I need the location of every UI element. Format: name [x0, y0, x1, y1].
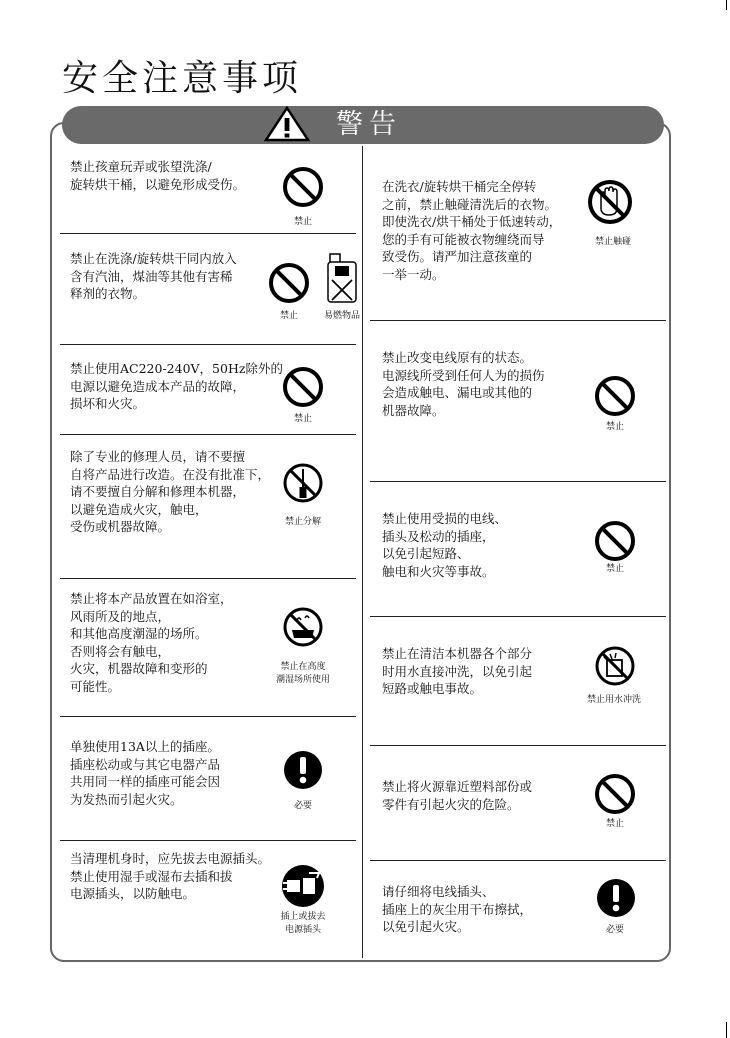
no-disassembly-icon [282, 462, 324, 504]
warning-text: 禁止使用AC220-240V，50Hz除外的 电源以避免造成本产品的故障， 损坏和火灾。 [70, 361, 283, 411]
crop-mark [726, 0, 727, 10]
icon-caption: 禁止用水冲洗 [586, 695, 641, 705]
row-divider [370, 860, 666, 861]
no-touch-icon [586, 178, 634, 226]
icon-caption: 禁止分解 [284, 517, 321, 527]
prohibited-icon [282, 366, 324, 408]
row-divider [370, 745, 666, 746]
page-title: 安全注意事项 [62, 58, 303, 99]
icon-caption: 禁止 [605, 422, 624, 432]
icon-caption: 禁止 [279, 311, 298, 321]
row-divider [370, 481, 666, 482]
icon-caption: 禁止 [605, 819, 624, 829]
row-divider [60, 716, 356, 717]
icon-caption: 禁止 [293, 217, 312, 227]
prohibited-icon [594, 520, 636, 562]
warning-text: 禁止将本产品放置在如浴室， 风雨所及的地点， 和其他高度潮湿的场所。 否则将会有触电， 火灾，机器故障和变形的 可能性。 [70, 591, 233, 694]
prohibited-icon [268, 262, 310, 304]
warning-text: 禁止将火源靠近塑料部份或 零件有引起火灾的危险。 [382, 779, 533, 812]
warning-text: 禁止使用受损的电线、 插头及松动的插座， 以免引起短路、 触电和火灾等事故。 [382, 511, 508, 579]
icon-caption: 必要 [605, 925, 624, 935]
row-divider [60, 233, 356, 234]
prohibited-icon [282, 166, 324, 208]
row-divider [60, 578, 356, 579]
warning-text: 禁止在清洁本机器各个部分 时用水直接冲洗，以免引起 短路或触电事故。 [382, 646, 533, 696]
icon-caption: 禁止在高度 潮湿场所使用 [275, 662, 330, 685]
icon-caption: 禁止 [293, 414, 312, 424]
mandatory-icon [596, 878, 636, 918]
row-divider [60, 840, 356, 841]
icon-caption: 插上或拔去 电源插头 [280, 912, 326, 935]
prohibited-icon [594, 773, 636, 815]
column-divider [362, 146, 363, 958]
icon-caption: 禁止触碰 [594, 237, 631, 247]
no-water-spray-icon [594, 645, 636, 687]
warning-text: 请仔细将电线插头、 插座上的灰尘用干布擦拭， 以免引起火灾。 [382, 884, 533, 934]
warning-text: 禁止孩童玩弄或张望洗涤/ 旋转烘干桶，以避免形成受伤。 [70, 159, 246, 192]
flammable-can-icon [322, 248, 362, 308]
row-divider [60, 344, 356, 345]
crop-mark [726, 1022, 727, 1038]
warning-text: 禁止在洗涤/旋转烘干同内放入 含有汽油，煤油等其他有害稀 释剂的衣物。 [70, 251, 237, 301]
row-divider [370, 320, 666, 321]
warning-text: 禁止改变电线原有的状态。 电源线所受到任何人为的损伤 会造成触电、漏电或其他的 机器故障。 [382, 350, 545, 418]
icon-caption: 禁止 [605, 564, 624, 574]
row-divider [370, 616, 666, 617]
no-humid-place-icon [282, 606, 324, 648]
mandatory-icon [283, 750, 323, 790]
icon-caption: 易燃物品 [323, 311, 360, 321]
icon-caption: 必要 [293, 801, 312, 811]
row-divider [60, 434, 356, 435]
warning-label: 警告 [336, 109, 402, 140]
prohibited-icon [594, 375, 636, 417]
warning-text: 单独使用13A以上的插座。 插座松动或与其它电器产品 共用同一样的插座可能会因 为发热而引起火灾。 [70, 739, 221, 807]
warning-text: 当清理机身时，应先拔去电源插头。 禁止使用湿手或湿布去插和拔 电源插头，以防触电。 [70, 851, 271, 901]
unplug-icon [281, 864, 325, 908]
warning-triangle-icon [263, 105, 311, 143]
warning-text: 除了专业的修理人员，请不要擅 自将产品进行改造。在没有批准下， 请不要擅自分解和修理本机器， 以避免造成火灾，触电， 受伤或机器故障。 [70, 449, 271, 534]
warning-text: 在洗衣/旋转烘干桶完全停转 之前，禁止触碰清洗后的衣物。 即使洗衣/烘干桶处于低速转动， 您的手有可能被衣物缠绕而导 致受伤。请严加注意孩童的 一举一动。 [382, 179, 562, 282]
